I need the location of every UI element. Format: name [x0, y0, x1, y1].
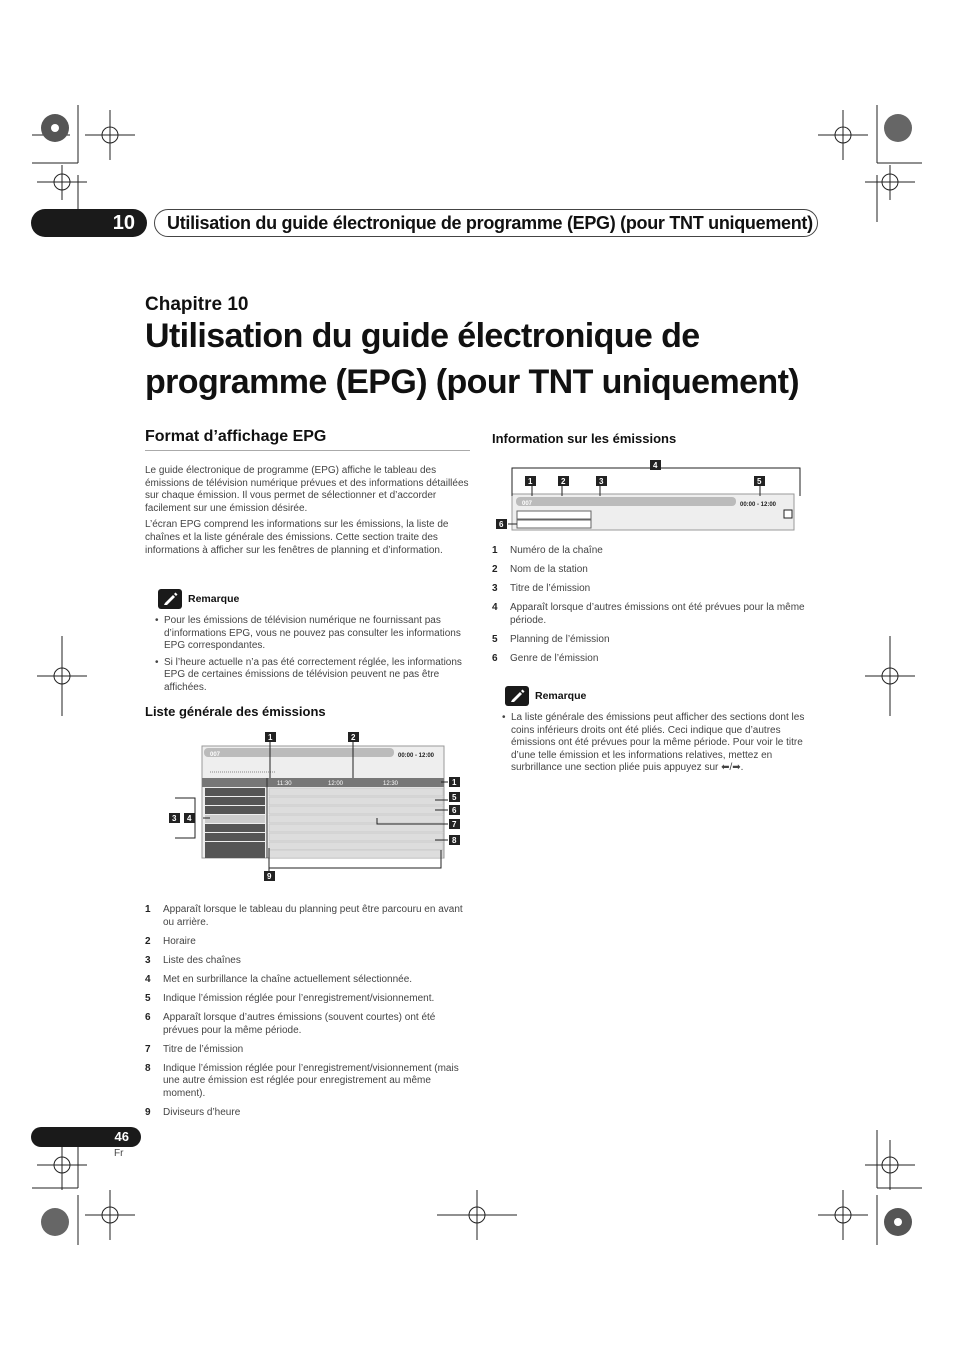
legend-item: 9 Diviseurs d’heure [145, 1107, 241, 1119]
legend-item: 8 Indique l’émission réglée pour l’enregistrement/visionnement (mais une autre émission est réglée pour enregistrement au même moment). [145, 1062, 459, 1100]
legend-item: 4 Apparaît lorsque d’autres émissions ont été prévues pour la même période. [492, 602, 805, 626]
note-label: Remarque [188, 593, 240, 605]
legend-item: 6 Genre de l’émission [492, 653, 599, 665]
note-item: • La liste générale des émissions peut afficher des sections dont les coins inférieurs droits ont été pliés. Ceci indique que d’autres émissions ont été prévues pour la même période. Pour voir le titre d’une telle émission et les informations relatives, mettez en surbrillance une section pliée puis appuyez sur ⬅/➡. [493, 712, 820, 775]
diagram-time-1: 11:30 [277, 781, 292, 787]
program-info-diagram [492, 458, 802, 534]
section-title: Format d’affichage EPG [145, 428, 470, 451]
svg-text:6: 6 [452, 806, 457, 815]
note-list [146, 615, 470, 695]
note-list [493, 712, 820, 775]
intro-paragraph-1: Le guide électronique de programme (EPG) affiche le tableau des émissions de télévision numérique prévues et des informations détaillées sur chaque émission. Il vous permet de sélectionner et d’accorder facilement sur une émission désirée. [145, 465, 469, 514]
intro-paragraph-2: L’écran EPG comprend les informations sur les émissions, la liste de chaînes et la liste générale des émissions. Cette section traite des informations à afficher sur les fenêtres de planning et d’information. [145, 519, 449, 556]
general-list-legend [145, 904, 470, 1126]
legend-item: 2 Nom de la station [492, 564, 588, 576]
legend-item: 6 Apparaît lorsque d’autres émissions (souvent courtes) ont été prévues pour la même période. [145, 1012, 436, 1036]
pencil-note-icon [158, 589, 182, 609]
svg-text:1: 1 [528, 477, 533, 486]
language-code: Fr [114, 1148, 124, 1159]
diagram-time-range: 00:00 - 12:00 [398, 753, 435, 759]
diagram-time-2: 12:00 [328, 781, 344, 787]
legend-item: 1 Numéro de la chaîne [492, 545, 603, 556]
chapter-title-line1: Utilisation du guide électronique de [145, 317, 700, 355]
legend-item: 7 Titre de l’émission [145, 1043, 244, 1055]
diagram-time-range: 00:00 - 12:00 [740, 502, 777, 508]
chapter-header-title: Utilisation du guide électronique de programme (EPG) (pour TNT uniquement) [154, 209, 818, 237]
svg-text:3: 3 [599, 477, 604, 486]
intro-text [145, 465, 470, 561]
note-item: • Si l’heure actuelle n’a pas été correctement réglée, les informations EPG de certaines émissions de télévision peuvent ne pas être affichées. [146, 657, 470, 695]
note-block-right [505, 686, 820, 779]
svg-text:2: 2 [561, 477, 566, 486]
svg-text:4: 4 [653, 461, 658, 470]
note-item: • Pour les émissions de télévision numérique ne fournissant pas d’informations EPG, vous ne pouvez pas consulter les informations EPG correspondantes. [146, 615, 470, 653]
legend-item: 3 Liste des chaînes [145, 954, 241, 966]
chapter-title [145, 313, 845, 405]
diagram-channel: 007 [210, 752, 221, 758]
svg-text:5: 5 [757, 477, 762, 486]
svg-text:7: 7 [452, 820, 457, 829]
program-info-legend [492, 545, 817, 672]
subsection-title-program-info: Information sur les émissions [492, 431, 677, 446]
note-block-left [158, 589, 470, 699]
note-label: Remarque [535, 690, 587, 702]
svg-text:1: 1 [268, 733, 273, 742]
chapter-title-line2: programme (EPG) (pour TNT uniquement) [145, 363, 800, 401]
svg-text:4: 4 [187, 814, 192, 823]
legend-item: 2 Horaire [145, 935, 196, 947]
svg-text:9: 9 [267, 872, 272, 881]
diagram-time-3: 12:30 [383, 781, 399, 787]
svg-text:2: 2 [351, 733, 356, 742]
legend-item: 1 Apparaît lorsque le tableau du planning peut être parcouru en avant ou arrière. [145, 904, 463, 928]
svg-text:6: 6 [499, 520, 504, 529]
legend-item: 5 Planning de l’émission [492, 633, 610, 645]
pencil-note-icon [505, 686, 529, 706]
subsection-title-general-list: Liste générale des émissions [145, 704, 326, 719]
chapter-number-badge: 10 [31, 209, 147, 237]
svg-text:5: 5 [452, 793, 457, 802]
note-header [158, 589, 470, 609]
page-number: 46 [31, 1127, 141, 1147]
general-list-diagram [165, 728, 470, 883]
legend-item: 5 Indique l’émission réglée pour l’enregistrement/visionnement. [145, 992, 435, 1004]
legend-item: 3 Titre de l’émission [492, 583, 591, 595]
diagram-channel: 007 [522, 501, 533, 507]
note-header [505, 686, 820, 706]
chapter-label: Chapitre 10 [145, 294, 249, 315]
svg-text:1: 1 [452, 778, 457, 787]
svg-text:8: 8 [452, 836, 457, 845]
legend-item: 4 Met en surbrillance la chaîne actuellement sélectionnée. [145, 973, 413, 985]
svg-text:3: 3 [172, 814, 177, 823]
